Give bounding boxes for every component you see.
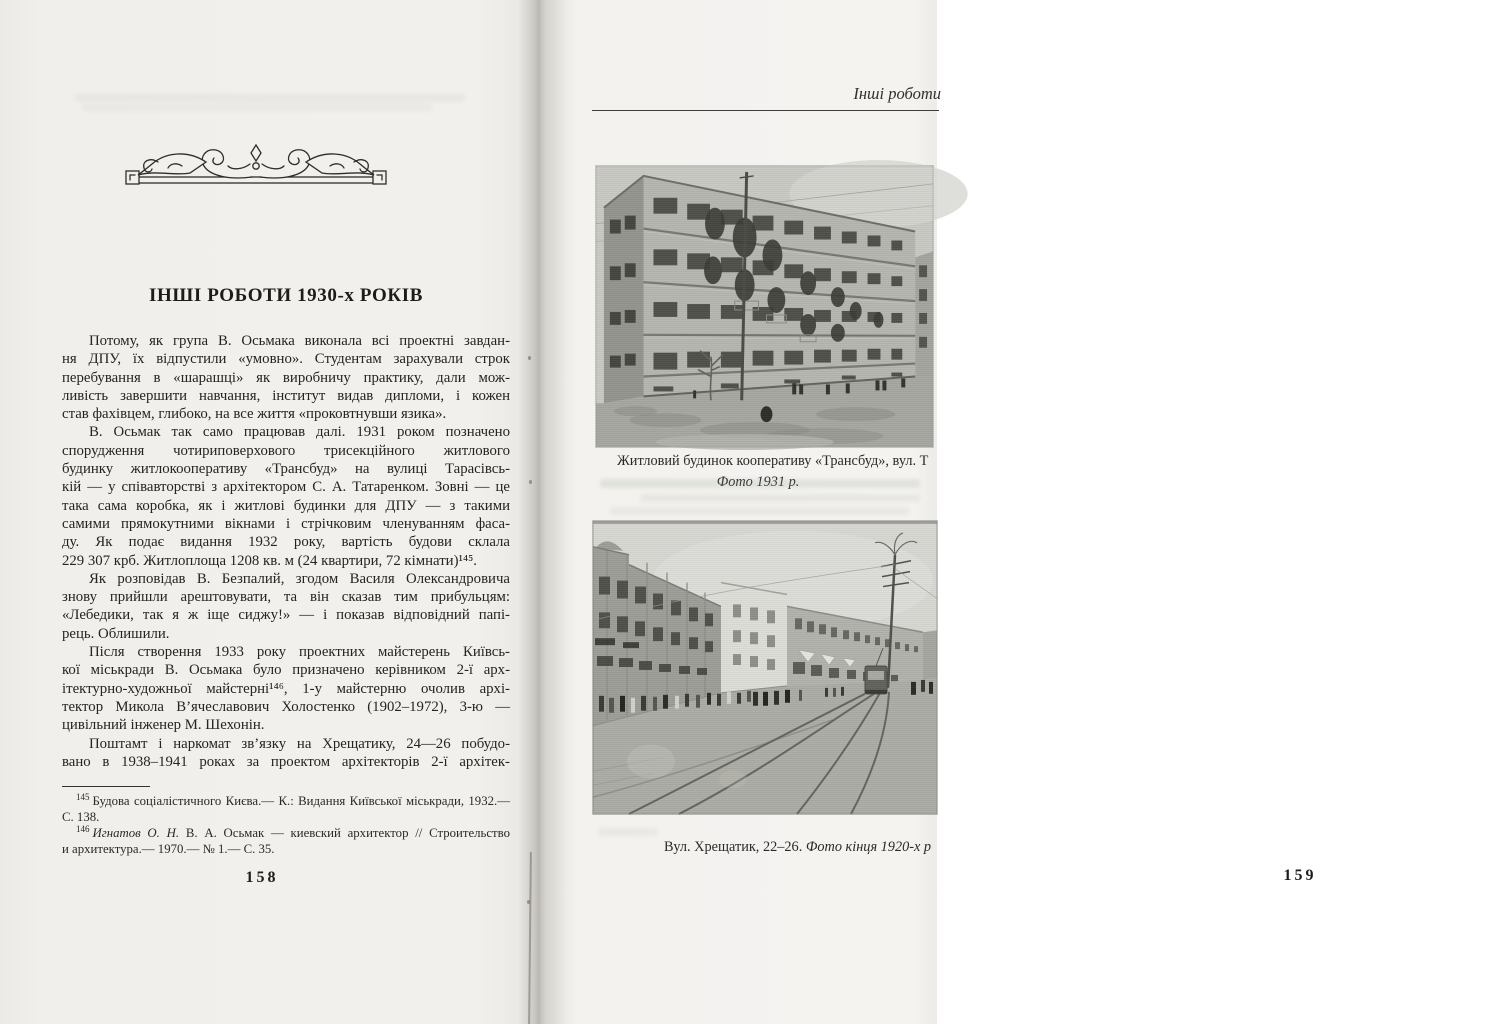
footnote-145 bbox=[62, 793, 510, 825]
text-line: вано в 1938–1941 роках за проектом архітекторів 2-ї архітек- bbox=[62, 753, 510, 770]
bleed-through-line bbox=[600, 479, 920, 488]
text-line: знову прийшли арештовувати, та він сказав тим прибульцям: bbox=[62, 589, 510, 606]
binding-speck bbox=[529, 480, 532, 484]
text-line: ітектурно-художньої майстерні¹⁴⁶, 1-у майстерню очолив архі- bbox=[62, 680, 510, 697]
text-line: «Лебедики, так я ж іще сиджу!» — і показав відповідний папі- bbox=[62, 607, 510, 624]
page-number-left: 158 bbox=[245, 869, 279, 886]
right-page bbox=[554, 0, 1317, 1024]
text-line: Поштамт і наркомат зв’язку на Хрещатику, 24—26 побудо- bbox=[89, 735, 510, 752]
body-paragraph bbox=[62, 570, 510, 643]
body-paragraph bbox=[62, 643, 510, 734]
footnote-marker: 146 bbox=[76, 823, 90, 834]
running-header-rule bbox=[592, 110, 939, 111]
text-line: ду. Як подає видання 1932 року, вартість будови склала bbox=[62, 534, 510, 551]
text-line: Як розповідав В. Безпалий, згодом Василя Олександровича bbox=[89, 570, 510, 587]
footnote-146 bbox=[62, 825, 510, 857]
photo1-caption-line1: Житловий будинок кооперативу «Трансбуд», вул. Т bbox=[617, 453, 929, 469]
binding-speck bbox=[527, 900, 530, 904]
binding-speck bbox=[528, 356, 531, 360]
center-white-building bbox=[721, 583, 787, 693]
text-line: самими прямокутними вікнами і стрічковим членуванням фаса- bbox=[62, 515, 510, 532]
body-paragraph bbox=[62, 332, 510, 423]
bleed-through-line bbox=[640, 494, 920, 502]
ornament-left-scroll bbox=[138, 150, 252, 178]
photo2-caption-roman: Вул. Хрещатик, 22–26. bbox=[664, 839, 806, 855]
bleed-through-line bbox=[598, 828, 658, 836]
text-line: кої міськради В. Осьмака було призначено керівником 2-ї арх- bbox=[62, 662, 510, 679]
photo1-caption-line2: Фото 1931 р. bbox=[716, 474, 800, 490]
photo-transbud-building bbox=[596, 166, 933, 447]
footnote-author: Игнатов О. Н. bbox=[92, 826, 180, 840]
text-line: Потому, як група В. Осьмака виконала всі проектні завдан- bbox=[89, 333, 510, 349]
text-line: В. Осьмак так само працював далі. 1931 роком позначено bbox=[89, 424, 510, 441]
text-line: став фахівцем, глибоко, на все життя «проковтнувши язика». bbox=[62, 406, 447, 423]
text-line: Після створення 1933 року проектних майстерень Київсь- bbox=[89, 644, 510, 661]
bleed-through-line bbox=[75, 94, 465, 102]
footnote-marker: 145 bbox=[76, 791, 90, 802]
text-line: 229 307 крб. Житлоплоща 1208 кв. м (24 квартири, 72 кімнати)¹⁴⁵. bbox=[62, 552, 477, 569]
text-line: тектор Микола В’ячеславович Холостенко (1902–1972), 3-ю — bbox=[62, 698, 510, 715]
chapter-ornament-icon bbox=[122, 142, 390, 190]
photo2-caption-italic: Фото кінця 1920-х р bbox=[805, 839, 932, 855]
page-number-right: 159 bbox=[1283, 867, 1317, 884]
running-header: Інші роботи bbox=[853, 84, 941, 103]
text-line: перебування в «шарашці» як виробничу практику, дали мож- bbox=[62, 369, 510, 386]
body-text-column bbox=[62, 332, 510, 771]
text-line: ливість завершити навчання, інститут видав дипломи, і кожен bbox=[62, 387, 510, 404]
bleed-through-line bbox=[610, 507, 910, 515]
footnote-text: Будова соціалістичного Києва.— К.: Видання Київської міськради, 1932.— bbox=[92, 794, 510, 808]
bleed-through-line bbox=[82, 104, 432, 111]
footnote-text: С. 138. bbox=[62, 810, 100, 824]
book-gutter-shadow bbox=[518, 0, 568, 1024]
text-line: кій — у співавторстві з архітектором С. А. Татаренком. Зовні — це bbox=[62, 479, 510, 496]
footnote-text: и архитектура.— 1970.— № 1.— С. 35. bbox=[62, 842, 275, 856]
text-line: цивільний інженер М. Шехонін. bbox=[62, 717, 265, 734]
photo-khreshchatyk-street bbox=[593, 521, 937, 814]
text-line: рець. Облишили. bbox=[62, 625, 170, 642]
chapter-heading: ІНШІ РОБОТИ 1930-х РОКІВ bbox=[149, 285, 423, 306]
text-line: така сама коробка, як і житлові будинки для ДПУ — з такими bbox=[62, 497, 510, 514]
photo2-caption bbox=[664, 839, 931, 856]
text-line: будинку житлокооперативу «Трансбуд» на вулиці Тарасівсь- bbox=[62, 461, 510, 478]
text-line: ня ДПУ, їх відпустили «умовно». Студентам зарахували строк bbox=[62, 351, 510, 368]
footnotes-block bbox=[62, 793, 510, 857]
left-page bbox=[0, 0, 540, 1024]
body-paragraph bbox=[62, 735, 510, 772]
text-line: спорудження чотириповерхового трисекційного житлового bbox=[62, 442, 510, 459]
footnote-rule bbox=[62, 786, 150, 787]
footnote-text: В. А. Осьмак — киевский архитектор // Строительство bbox=[179, 826, 510, 840]
body-paragraph bbox=[62, 423, 510, 569]
